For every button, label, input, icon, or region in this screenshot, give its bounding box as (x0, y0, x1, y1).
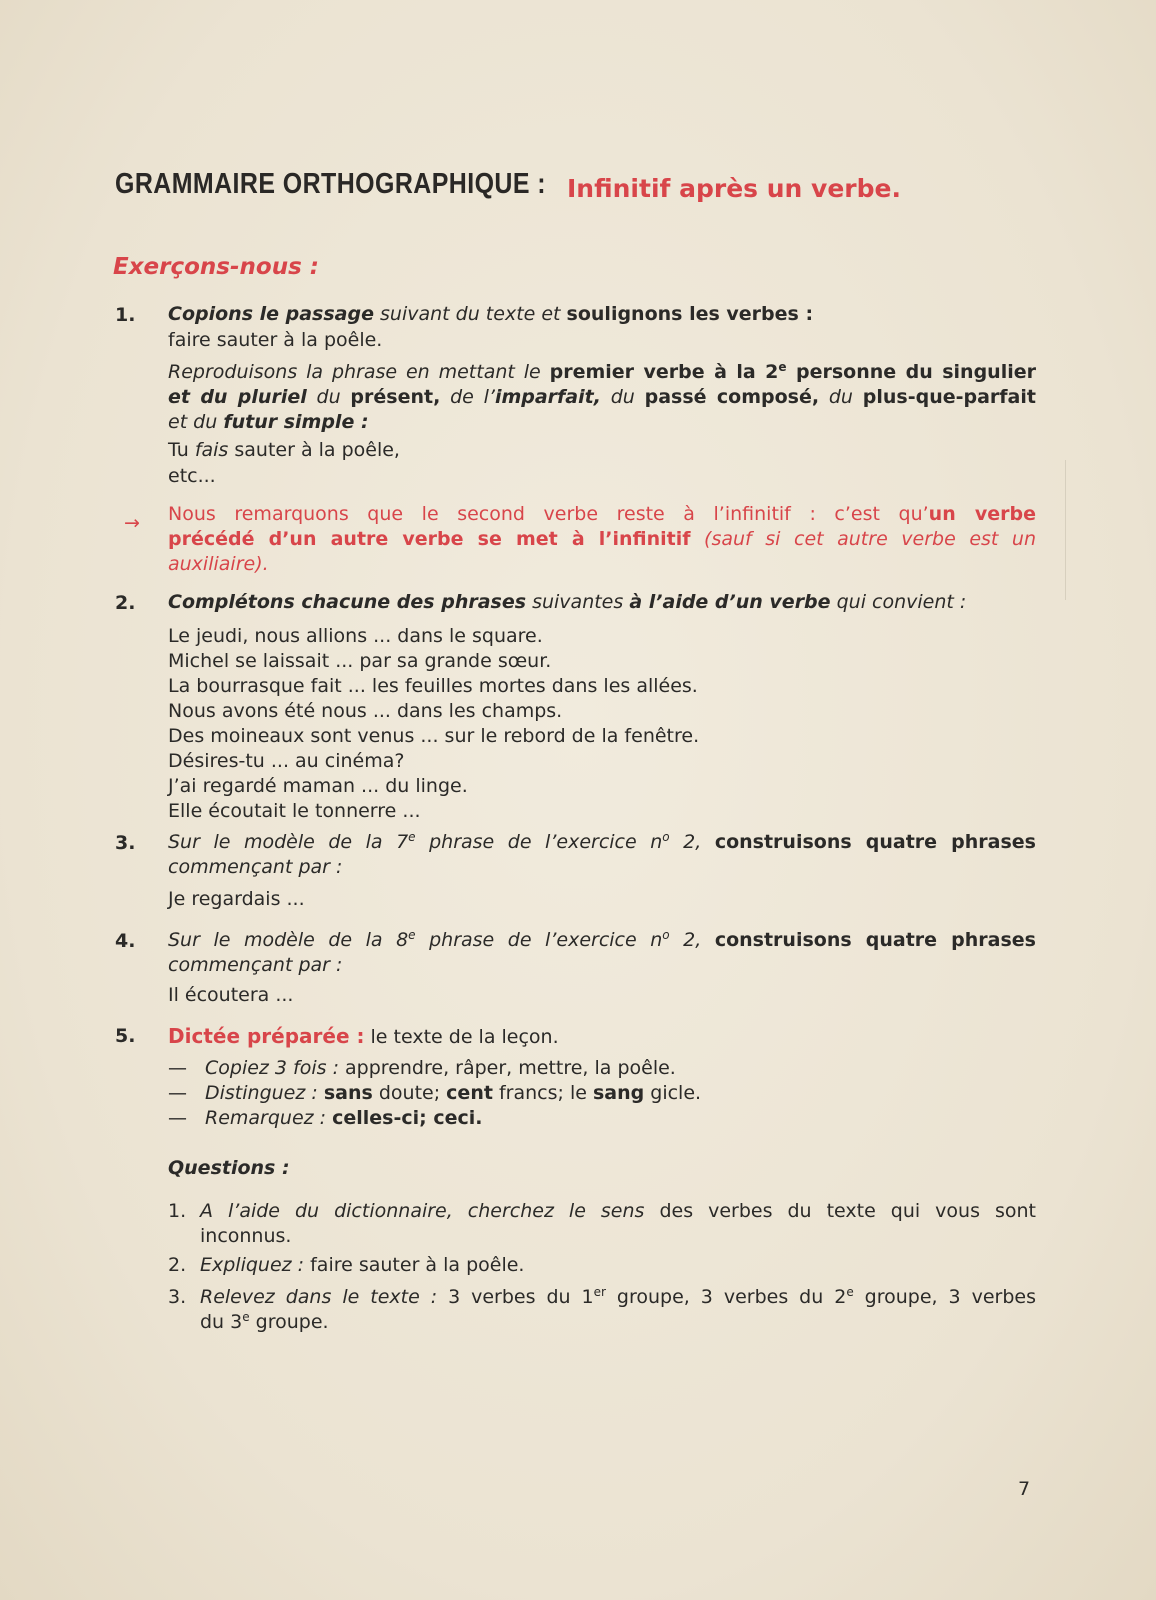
exercise-4-number: 4. (115, 930, 136, 952)
dash-2: — (168, 1082, 187, 1104)
sentence-2: Michel se laissait ... par sa grande sœur. (168, 650, 552, 672)
exercise-1-line-6: Tu fais sauter à la poêle, (168, 439, 400, 461)
exercise-1-line-2: faire sauter à la poêle. (168, 329, 383, 351)
exercise-5-title: Dictée préparée : le texte de la leçon. (168, 1024, 559, 1048)
questions-heading: Questions : (168, 1157, 290, 1179)
question-1-number: 1. (168, 1200, 187, 1222)
sentence-5: Des moineaux sont venus ... sur le rebord de la fenêtre. (168, 725, 700, 747)
exercise-4-line-3: Il écoutera ... (168, 984, 294, 1006)
exercise-1-line-4: et du pluriel du présent, de l’imparfait, du passé composé, du plus-que-parfait (168, 386, 1036, 408)
exercise-5-number: 5. (115, 1025, 136, 1047)
exercise-2-instruction: Complétons chacune des phrases suivantes à l’aide d’un verbe qui convient : (168, 591, 967, 613)
page-number: 7 (1018, 1478, 1031, 1500)
question-2: Expliquez : faire sauter à la poêle. (200, 1254, 525, 1276)
exercise-1-line-3: Reproduisons la phrase en mettant le premier verbe à la 2e personne du singulier (168, 360, 1036, 383)
exercise-3-line-3: Je regardais ... (168, 888, 305, 910)
dash-3: — (168, 1107, 187, 1129)
sentence-7: J’ai regardé maman ... du linge. (168, 775, 468, 797)
remark-line-1: Nous remarquons que le second verbe reste à l’infinitif : c’est qu’un verbe (168, 503, 1037, 525)
title-main: GRAMMAIRE ORTHOGRAPHIQUE : (115, 168, 547, 200)
dictation-distinguish: Distinguez : sans doute; cent francs; le sang gicle. (205, 1082, 702, 1104)
exercise-4-line-1: Sur le modèle de la 8e phrase de l’exercice $n^o$ 2, construisons quatre phrases (168, 928, 1036, 951)
sentence-3: La bourrasque fait ... les feuilles mortes dans les allées. (168, 675, 698, 697)
page-title (115, 168, 901, 203)
exercise-1-line-1: Copions le passage suivant du texte et soulignons les verbes : (168, 303, 814, 325)
dash-1: — (168, 1057, 187, 1079)
exercise-1-number: 1. (115, 304, 136, 326)
sentence-8: Elle écoutait le tonnerre ... (168, 800, 421, 822)
question-2-number: 2. (168, 1254, 187, 1276)
exercise-4-line-2: commençant par : (168, 954, 343, 976)
remark-line-3: auxiliaire). (168, 553, 269, 575)
page-crease (1065, 460, 1066, 600)
question-3-line-1: Relevez dans le texte : 3 verbes du 1er groupe, 3 verbes du 2e groupe, 3 verbes (200, 1285, 1036, 1308)
sentence-6: Désires-tu ... au cinéma? (168, 750, 405, 772)
exercise-3-line-2: commençant par : (168, 856, 343, 878)
exercise-1-line-7: etc... (168, 465, 216, 487)
section-heading: Exerçons-nous : (113, 254, 319, 280)
dictation-remark: Remarquez : celles-ci; ceci. (205, 1107, 483, 1129)
sentence-4: Nous avons été nous ... dans les champs. (168, 700, 563, 722)
question-1-line-1: A l’aide du dictionnaire, cherchez le sens des verbes du texte qui vous sont (200, 1200, 1036, 1222)
exercise-1-line-5: et du futur simple : (168, 411, 369, 433)
exercise-2-number: 2. (115, 592, 136, 614)
question-3-number: 3. (168, 1286, 187, 1308)
dictation-copy: Copiez 3 fois : apprendre, râper, mettre, la poêle. (205, 1057, 676, 1079)
sentence-1: Le jeudi, nous allions ... dans le square. (168, 625, 543, 647)
arrow-icon: → (124, 512, 140, 534)
exercise-3-number: 3. (115, 832, 136, 854)
exercise-3-line-1: Sur le modèle de la 7e phrase de l’exercice $n^o$ 2, construisons quatre phrases (168, 830, 1036, 853)
remark-line-2: précédé d’un autre verbe se met à l’infinitif (sauf si cet autre verbe est un (168, 528, 1036, 550)
question-1-line-2: inconnus. (200, 1225, 292, 1247)
question-3-line-2: du 3e groupe. (200, 1310, 329, 1333)
title-sub: Infinitif après un verbe. (567, 174, 901, 203)
